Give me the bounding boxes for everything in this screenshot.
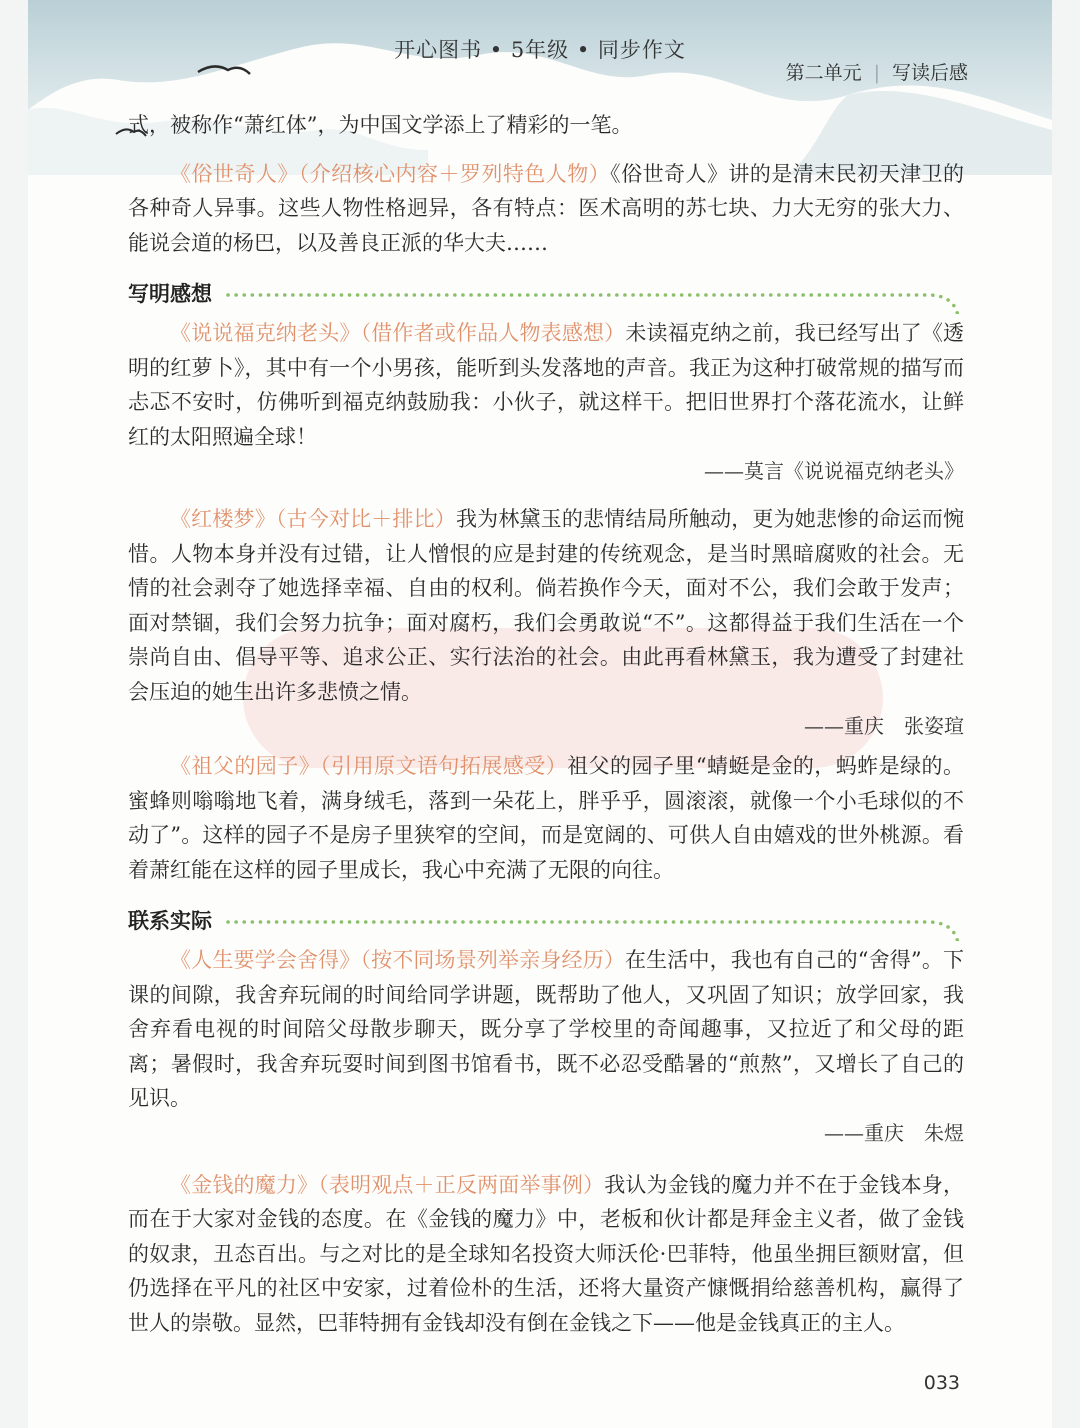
dotted-decoration [128, 274, 964, 314]
book-header-title: 开心图书 • 5年级 • 同步作文 [394, 38, 686, 62]
example-paragraph [128, 1168, 964, 1341]
example-text: 祖父的园子里“蜻蜓是金的，蚂蚱是绿的。蜜蜂则嗡嗡地飞着，满身绒毛，落到一朵花上，胖乎乎，圆滚滚，就像一个小毛球似的不动了”。这样的园子不是房子里狭窄的空间，而是宽阔的、可供人自由嬉戏的世外桃源。看着萧红能在这样的园子里成长，我心中充满了无限的向往。 [128, 754, 964, 882]
section-header-reality [128, 901, 964, 941]
example-tag: 《红楼梦》（古今对比＋排比） [170, 507, 456, 531]
example-signature: ——重庆 朱煜 [824, 1120, 964, 1145]
book-page [28, 0, 1052, 1428]
example-text: 我认为金钱的魔力并不在于金钱本身，而在于大家对金钱的态度。在《金钱的魔力》中，老板和伙计都是拜金主义者，做了金钱的奴隶，丑态百出。与之对比的是全球知名投资大师沃伦·巴菲特，他虽坐拥巨额财富，但仍选择在平凡的社区中安家，过着俭朴的生活，还将大量资产慷慨捐给慈善机构，赢得了世人的崇敬。显然，巴菲特拥有金钱却没有倒在金钱之下——他是金钱真正的主人。 [128, 1172, 964, 1335]
example-tag: 《人生要学会舍得》（按不同场景列举亲身经历） [170, 948, 625, 972]
header-divider: | [873, 62, 880, 84]
intro-paragraph: 式，被称作“萧红体”，为中国文学添上了精彩的一笔。 [128, 113, 633, 137]
example-tag: 《说说福克纳老头》（借作者或作品人物表感想） [170, 321, 626, 345]
example-text: 《俗世奇人》讲的是清末民初天津卫的各种奇人异事。这些人物性格迥异，各有特点：医术高明的苏七块、力大无穷的张大力、能说会道的杨巴，以及善良正派的华大夫…… [128, 161, 965, 255]
page-content [128, 108, 964, 1340]
example-tag: 《金钱的魔力》（表明观点＋正反两面举事例） [170, 1172, 605, 1197]
page-number: 033 [923, 1372, 960, 1394]
unit-name: 第二单元 [785, 62, 862, 84]
example-tag: 《祖父的园子》（引用原文语句拓展感受） [170, 754, 568, 778]
unit-topic: 写读后感 [891, 62, 968, 84]
example-paragraph [128, 749, 964, 887]
unit-label [786, 58, 968, 85]
example-signature: ——莫言《说说福克纳老头》 [704, 459, 964, 483]
dotted-decoration [128, 901, 964, 941]
example-text: 未读福克纳之前，我已经写出了《透明的红萝卜》，其中有一个小男孩，能听到头发落地的声音。我正为这种打破常规的描写而忐忑不安时，仿佛听到福克纳鼓励我：小伙子，就这样干。把旧世界打个落花流水，让鲜红的太阳照遍全球！ [128, 321, 965, 449]
example-tag: 《俗世奇人》（介绍核心内容＋罗列特色人物） [170, 161, 611, 186]
example-paragraph [128, 502, 964, 709]
example-text: 在生活中，我也有自己的“舍得”。下课的间隙，我舍弃玩闹的时间给同学讲题，既帮助了他人，又巩固了知识；放学回家，我舍弃看电视的时间陪父母散步聊天，既分享了学校里的奇闻趣事，又拉近了和父母的距离；暑假时，我舍弃玩耍时间到图书馆看书，既不必忍受酷暑的“煎熬”，又增长了自己的见识。 [128, 948, 964, 1110]
section-title: 写明感想 [128, 282, 212, 306]
section-title: 联系实际 [128, 909, 212, 933]
example-paragraph [128, 943, 964, 1116]
example-paragraph [128, 316, 964, 454]
example-signature: ——重庆 张姿瑄 [804, 714, 964, 738]
section-header-feelings [128, 274, 964, 314]
example-paragraph [128, 157, 964, 261]
example-text: 我为林黛玉的悲情结局所触动，更为她悲惨的命运而惋惜。人物本身并没有过错，让人憎恨的应是封建的传统观念，是当时黑暗腐败的社会。无情的社会剥夺了她选择幸福、自由的权利。倘若换作今天，面对不公，我们会敢于发声；面对禁锢，我们会努力抗争；面对腐朽，我们会勇敢说“不”。这都得益于我们生活在一个崇尚自由、倡导平等、追求公正、实行法治的社会。由此再看林黛玉，我为遭受了封建社会压迫的她生出许多悲愤之情。 [128, 507, 965, 704]
